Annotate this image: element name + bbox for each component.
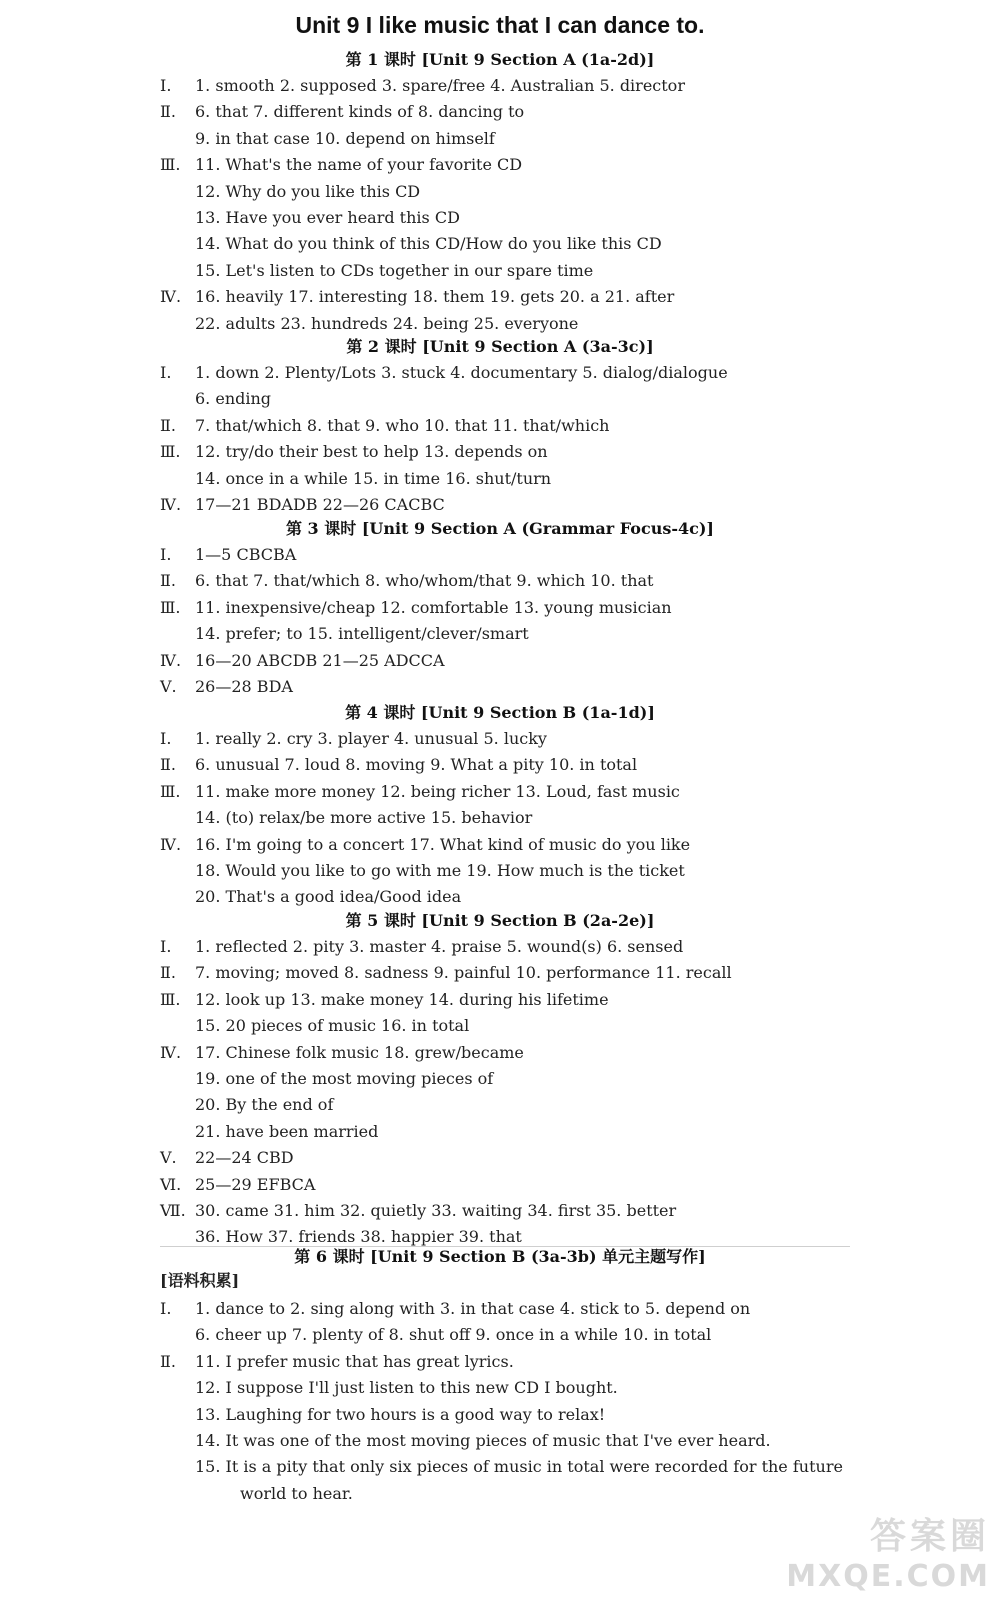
answer-text: 12. look up 13. make money 14. during his lifetime <box>195 989 609 1009</box>
answer-line <box>0 1454 1000 1480</box>
answer-line <box>0 726 1000 752</box>
watermark-top: 答案圈 <box>869 1516 990 1557</box>
answer-text: 14. prefer; to 15. intelligent/clever/smart <box>195 624 529 644</box>
answer-text: 1. really 2. cry 3. player 4. unusual 5. lucky <box>195 729 547 748</box>
lesson-2-heading: 第 2 课时 [Unit 9 Section A (3a-3c)] <box>346 337 654 356</box>
section-number: Ⅳ. <box>160 834 182 854</box>
section-number: Ⅰ. <box>160 76 172 95</box>
answer-text: 6. unusual 7. loud 8. moving 9. What a pity 10. in total <box>195 755 638 775</box>
section-number: Ⅰ. <box>160 937 172 956</box>
answer-text: 14. What do you think of this CD/How do you like this CD <box>195 234 662 254</box>
answer-text: 16. heavily 17. interesting 18. them 19. gets 20. a 21. after <box>195 287 675 307</box>
section-number: Ⅳ. <box>160 650 182 670</box>
section-number: Ⅰ. <box>160 1299 172 1318</box>
answer-text: 14. It was one of the most moving pieces of music that I've ever heard. <box>195 1430 771 1450</box>
answer-line <box>0 1375 1000 1401</box>
lesson-2-answers <box>0 360 1000 518</box>
answer-line <box>0 152 1000 178</box>
answer-text: 26—28 BDA <box>195 676 293 696</box>
answer-line <box>0 413 1000 439</box>
answer-text: 17. Chinese folk music 18. grew/became <box>195 1042 524 1062</box>
answer-text: 15. Let's listen to CDs together in our spare time <box>195 260 594 280</box>
section-number: Ⅰ. <box>160 363 172 382</box>
section-number: Ⅴ. <box>160 676 177 696</box>
section-number: Ⅱ. <box>160 415 176 435</box>
answer-line <box>0 284 1000 310</box>
answer-text: 16—20 ABCDB 21—25 ADCCA <box>195 650 445 670</box>
answer-line <box>0 1296 1000 1322</box>
answer-text: 18. Would you like to go with me 19. How much is the ticket <box>195 860 685 880</box>
section-number: Ⅲ. <box>160 442 181 462</box>
answer-text: 17—21 BDADB 22—26 CACBC <box>195 494 445 514</box>
section-number: Ⅲ. <box>160 781 181 801</box>
answer-line <box>0 542 1000 568</box>
answer-line <box>0 126 1000 152</box>
section-number: Ⅱ. <box>160 571 176 591</box>
answer-line <box>0 595 1000 621</box>
answer-line <box>0 492 1000 518</box>
watermark-logo <box>786 1508 990 1594</box>
answer-text: 30. came 31. him 32. quietly 33. waiting 34. first 35. better <box>195 1200 677 1220</box>
answer-line <box>0 99 1000 125</box>
section-number: Ⅵ. <box>160 1174 182 1194</box>
lesson-3-answers <box>0 542 1000 700</box>
answer-text: 13. Laughing for two hours is a good way to relax! <box>195 1404 606 1424</box>
answer-text: 16. I'm going to a concert 17. What kind of music do you like <box>195 834 691 854</box>
answer-text: 22. adults 23. hundreds 24. being 25. everyone <box>195 313 579 333</box>
answer-line <box>0 858 1000 884</box>
answer-text: 11. make more money 12. being richer 13. Loud, fast music <box>195 781 680 801</box>
answer-line <box>0 1013 1000 1039</box>
answer-text: 6. that 7. that/which 8. who/whom/that 9. which 10. that <box>195 571 654 591</box>
answer-line <box>0 1402 1000 1428</box>
answer-line <box>0 231 1000 257</box>
answer-text: 20. By the end of <box>195 1095 334 1115</box>
answer-line <box>0 648 1000 674</box>
answer-line <box>0 179 1000 205</box>
answer-text: 15. 20 pieces of music 16. in total <box>195 1016 470 1036</box>
watermark-bottom: MXQE.COM <box>786 1559 990 1594</box>
answer-text: 1. reflected 2. pity 3. master 4. praise 5. wound(s) 6. sensed <box>195 937 684 956</box>
answer-text: 19. one of the most moving pieces of <box>195 1068 494 1088</box>
answer-text: 15. It is a pity that only six pieces of music in total were recorded for the future <box>195 1457 843 1477</box>
answer-line <box>0 1066 1000 1092</box>
answer-line <box>0 987 1000 1013</box>
answer-line <box>0 934 1000 960</box>
answer-text: 11. What's the name of your favorite CD <box>195 155 523 175</box>
section-number: Ⅱ. <box>160 963 176 983</box>
answer-text: 25—29 EFBCA <box>195 1174 316 1194</box>
answer-text: 7. moving; moved 8. sadness 9. painful 10. performance 11. recall <box>195 963 732 983</box>
answer-line <box>0 205 1000 231</box>
lesson-1-heading: 第 1 课时 [Unit 9 Section A (1a-2d)] <box>345 50 655 69</box>
section-number: Ⅳ. <box>160 287 182 307</box>
answer-line <box>0 1040 1000 1066</box>
answer-line <box>0 832 1000 858</box>
lesson-5-answers <box>0 934 1000 1251</box>
page-title: Unit 9 I like music that I can dance to. <box>295 12 705 38</box>
section-number: Ⅳ. <box>160 494 182 514</box>
section-number: Ⅲ. <box>160 597 181 617</box>
answer-text: 13. Have you ever heard this CD <box>195 207 460 227</box>
answer-line <box>0 568 1000 594</box>
answer-line <box>0 1198 1000 1224</box>
section-number: Ⅰ. <box>160 545 172 564</box>
section-number: Ⅱ. <box>160 1351 176 1371</box>
lesson-6-answers <box>0 1296 1000 1507</box>
answer-text: 6. ending <box>195 389 272 409</box>
lesson-6-heading: 第 6 课时 [Unit 9 Section B (3a-3b) 单元主题写作] <box>294 1247 706 1266</box>
section-number: Ⅲ. <box>160 989 181 1009</box>
answer-text: 14. once in a while 15. in time 16. shut/turn <box>195 468 552 488</box>
answer-text: 6. cheer up 7. plenty of 8. shut off 9. once in a while 10. in total <box>195 1325 712 1345</box>
answer-line <box>0 311 1000 337</box>
answer-line <box>0 466 1000 492</box>
answer-text: world to hear. <box>240 1483 353 1503</box>
answer-text: 11. inexpensive/cheap 12. comfortable 13. young musician <box>195 597 672 617</box>
answer-line <box>0 805 1000 831</box>
answer-text: 9. in that case 10. depend on himself <box>195 128 495 148</box>
answer-line <box>0 621 1000 647</box>
answer-text: 14. (to) relax/be more active 15. behavior <box>195 808 533 828</box>
answer-text: 36. How 37. friends 38. happier 39. that <box>195 1227 522 1247</box>
answer-line <box>0 439 1000 465</box>
section-number: Ⅱ. <box>160 102 176 122</box>
corpus-label: [语料积累] <box>160 1271 240 1290</box>
answer-line <box>0 1119 1000 1145</box>
answer-text: 21. have been married <box>195 1121 379 1141</box>
answer-text: 1—5 CBCBA <box>195 545 297 564</box>
answer-text: 1. smooth 2. supposed 3. spare/free 4. Australian 5. director <box>195 76 685 95</box>
answer-line <box>0 1349 1000 1375</box>
answer-text: 20. That's a good idea/Good idea <box>195 887 462 907</box>
answer-line <box>0 674 1000 700</box>
answer-line <box>0 1322 1000 1348</box>
answer-text: 12. I suppose I'll just listen to this new CD I bought. <box>195 1378 618 1398</box>
answer-text: 12. try/do their best to help 13. depends on <box>195 442 548 462</box>
answer-text: 7. that/which 8. that 9. who 10. that 11. that/which <box>195 415 610 435</box>
section-number: Ⅱ. <box>160 755 176 775</box>
answer-text: 6. that 7. different kinds of 8. dancing to <box>195 102 525 122</box>
lesson-1-answers <box>0 73 1000 337</box>
lesson-4-heading: 第 4 课时 [Unit 9 Section B (1a-1d)] <box>345 703 655 722</box>
answer-line <box>0 386 1000 412</box>
answer-text: 12. Why do you like this CD <box>195 181 421 201</box>
answer-line <box>0 779 1000 805</box>
answer-text: 1. dance to 2. sing along with 3. in that case 4. stick to 5. depend on <box>195 1299 751 1318</box>
answer-line <box>0 1145 1000 1171</box>
section-number: Ⅶ. <box>160 1200 186 1220</box>
section-number: Ⅲ. <box>160 155 181 175</box>
answer-line <box>0 884 1000 910</box>
answer-line <box>0 258 1000 284</box>
answer-line <box>0 1172 1000 1198</box>
answer-line <box>0 752 1000 778</box>
answer-line <box>0 1092 1000 1118</box>
answer-line <box>0 960 1000 986</box>
lesson-3-heading: 第 3 课时 [Unit 9 Section A (Grammar Focus-4c)] <box>285 519 714 538</box>
answer-line <box>0 1428 1000 1454</box>
section-number: Ⅴ. <box>160 1148 177 1168</box>
answer-line <box>0 360 1000 386</box>
answer-text: 11. I prefer music that has great lyrics. <box>195 1351 514 1371</box>
lesson-4-answers <box>0 726 1000 911</box>
section-number: Ⅰ. <box>160 729 172 748</box>
section-number: Ⅳ. <box>160 1042 182 1062</box>
answer-line <box>0 1481 1000 1507</box>
answer-text: 22—24 CBD <box>195 1148 294 1168</box>
answer-text: 1. down 2. Plenty/Lots 3. stuck 4. documentary 5. dialog/dialogue <box>195 363 728 382</box>
lesson-5-heading: 第 5 课时 [Unit 9 Section B (2a-2e)] <box>345 911 655 930</box>
answer-line <box>0 73 1000 99</box>
